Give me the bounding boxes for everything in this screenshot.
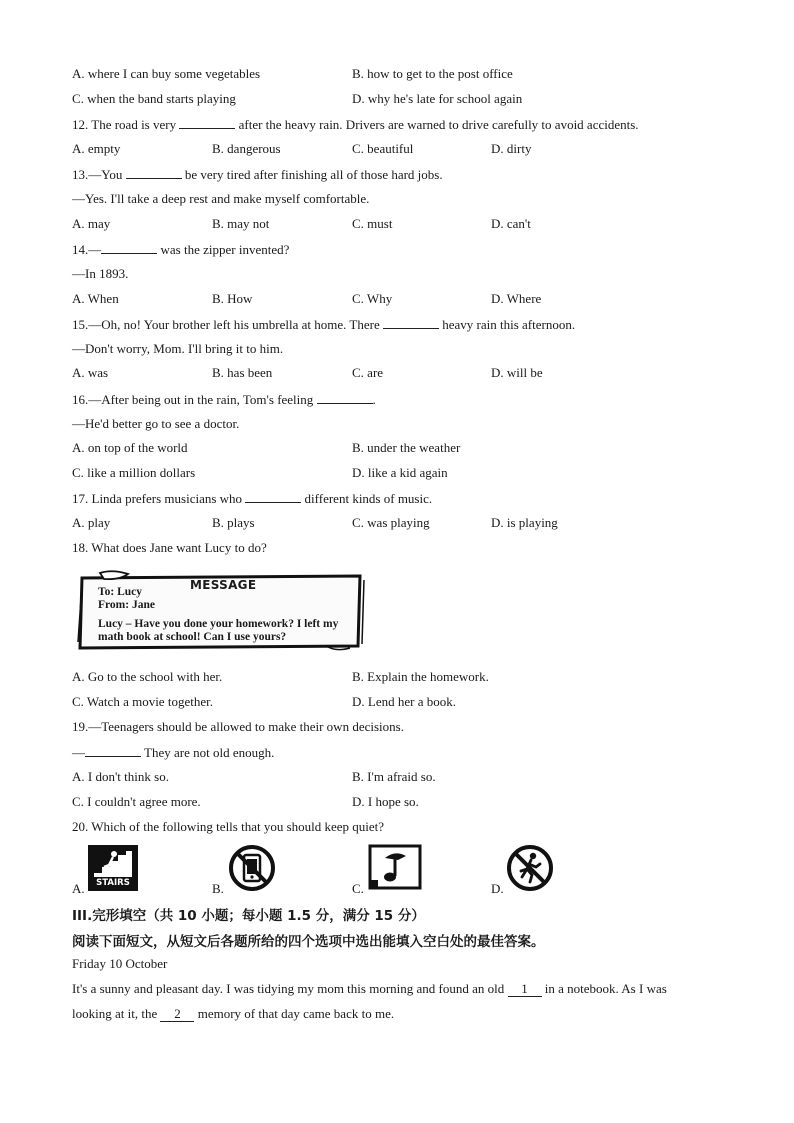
q18-stem: 18. What does Jane want Lucy to do? — [72, 540, 267, 555]
q19-option-d: D. I hope so. — [352, 794, 419, 809]
no-phone-sign-icon — [228, 844, 276, 892]
q14-stem: 14.— was the zipper invented? — [72, 242, 290, 257]
q18-option-b: B. Explain the homework. — [352, 669, 489, 684]
q14-option-b: B. How — [212, 291, 253, 306]
q19-option-b: B. I'm afraid so. — [352, 769, 436, 784]
q16-stem: 16.—After being out in the rain, Tom's feeling . — [72, 392, 376, 407]
q18-option-c: C. Watch a movie together. — [72, 694, 213, 709]
q12-option-d: D. dirty — [491, 141, 532, 156]
q19-stem: 19.—Teenagers should be allowed to make their own decisions. — [72, 719, 404, 734]
section3-instruction: 阅读下面短文，从短文后各题所给的四个选项中选出能填入空白处的最佳答案。 — [72, 934, 545, 950]
q13-reply: —Yes. I'll take a deep rest and make myself comfortable. — [72, 191, 370, 206]
q12-option-a: A. empty — [72, 141, 121, 156]
answer-blank — [383, 316, 439, 329]
answer-blank — [245, 490, 301, 503]
message-title: MESSAGE — [190, 578, 257, 592]
q13-option-d: D. can't — [491, 216, 531, 231]
q20-label-c: C. — [352, 881, 364, 896]
message-body-line2: math book at school! Can I use yours? — [98, 631, 287, 643]
q14-option-d: D. Where — [491, 291, 542, 306]
q15-option-c: C. are — [352, 365, 384, 380]
q15-stem: 15.—Oh, no! Your brother left his umbrella at home. There heavy rain this afternoon. — [72, 317, 576, 332]
music-sign-icon — [368, 844, 422, 890]
q20-label-a: A. — [72, 881, 85, 896]
no-phone-sign-graphic — [228, 844, 276, 892]
q13-option-a: A. may — [72, 216, 111, 231]
passage-line-1: It's a sunny and pleasant day. I was tidying my mom this morning and found an old 1 in a notebook. As I was — [72, 981, 667, 996]
answer-blank — [101, 241, 157, 254]
q17-option-d: D. is playing — [491, 515, 558, 530]
message-to: To: Lucy — [98, 586, 142, 598]
message-body-line1: Lucy – Have you done your homework? I left my — [98, 618, 339, 630]
music-sign-graphic — [368, 844, 422, 890]
q12-option-c: C. beautiful — [352, 141, 414, 156]
q17-option-c: C. was playing — [352, 515, 430, 530]
q16-reply: —He'd better go to see a doctor. — [72, 416, 240, 431]
q12-option-b: B. dangerous — [212, 141, 281, 156]
q15-option-a: A. was — [72, 365, 109, 380]
answer-blank — [126, 166, 182, 179]
stairs-sign-icon — [88, 845, 138, 891]
message-note — [74, 570, 368, 654]
q16-option-b: B. under the weather — [352, 440, 461, 455]
q12-stem: 12. The road is very after the heavy rain. Drivers are warned to drive carefully to avoid accidents. — [72, 117, 639, 132]
q20-label-d: D. — [491, 881, 504, 896]
q18-option-a: A. Go to the school with her. — [72, 669, 223, 684]
answer-blank — [317, 391, 373, 404]
q13-option-b: B. may not — [212, 216, 270, 231]
passage-date: Friday 10 October — [72, 956, 168, 971]
q15-reply: —Don't worry, Mom. I'll bring it to him. — [72, 341, 284, 356]
stairs-sign-text: STAIRS — [96, 878, 130, 888]
q17-stem: 17. Linda prefers musicians who different kinds of music. — [72, 491, 433, 506]
section3-heading: III.完形填空（共 10 小题；每小题 1.5 分，满分 15 分） — [72, 908, 425, 924]
no-running-sign-icon — [506, 844, 554, 892]
q11-option-d: D. why he's late for school again — [352, 91, 523, 106]
q19-reply: — They are not old enough. — [72, 745, 275, 760]
q13-stem: 13.—You be very tired after finishing all of those hard jobs. — [72, 167, 443, 182]
q11-option-a: A. where I can buy some vegetables — [72, 66, 261, 81]
q16-option-a: A. on top of the world — [72, 440, 188, 455]
q14-option-c: C. Why — [352, 291, 393, 306]
q17-option-b: B. plays — [212, 515, 255, 530]
q20-label-b: B. — [212, 881, 224, 896]
q14-reply: —In 1893. — [72, 266, 129, 281]
q15-option-d: D. will be — [491, 365, 543, 380]
q14-option-a: A. When — [72, 291, 119, 306]
q15-option-b: B. has been — [212, 365, 273, 380]
no-running-sign-graphic — [506, 844, 554, 892]
q16-option-d: D. like a kid again — [352, 465, 448, 480]
cloze-blank-2: 2 — [160, 1007, 194, 1022]
q20-stem: 20. Which of the following tells that you should keep quiet? — [72, 819, 385, 834]
cloze-blank-1: 1 — [508, 982, 542, 997]
q13-option-c: C. must — [352, 216, 393, 231]
q19-option-c: C. I couldn't agree more. — [72, 794, 201, 809]
q19-option-a: A. I don't think so. — [72, 769, 169, 784]
message-from: From: Jane — [98, 599, 155, 611]
q17-option-a: A. play — [72, 515, 111, 530]
answer-blank — [179, 116, 235, 129]
q11-option-c: C. when the band starts playing — [72, 91, 236, 106]
answer-blank — [85, 744, 141, 757]
q11-option-b: B. how to get to the post office — [352, 66, 513, 81]
passage-line-2: looking at it, the 2 memory of that day came back to me. — [72, 1006, 395, 1021]
q16-option-c: C. like a million dollars — [72, 465, 196, 480]
q18-option-d: D. Lend her a book. — [352, 694, 456, 709]
